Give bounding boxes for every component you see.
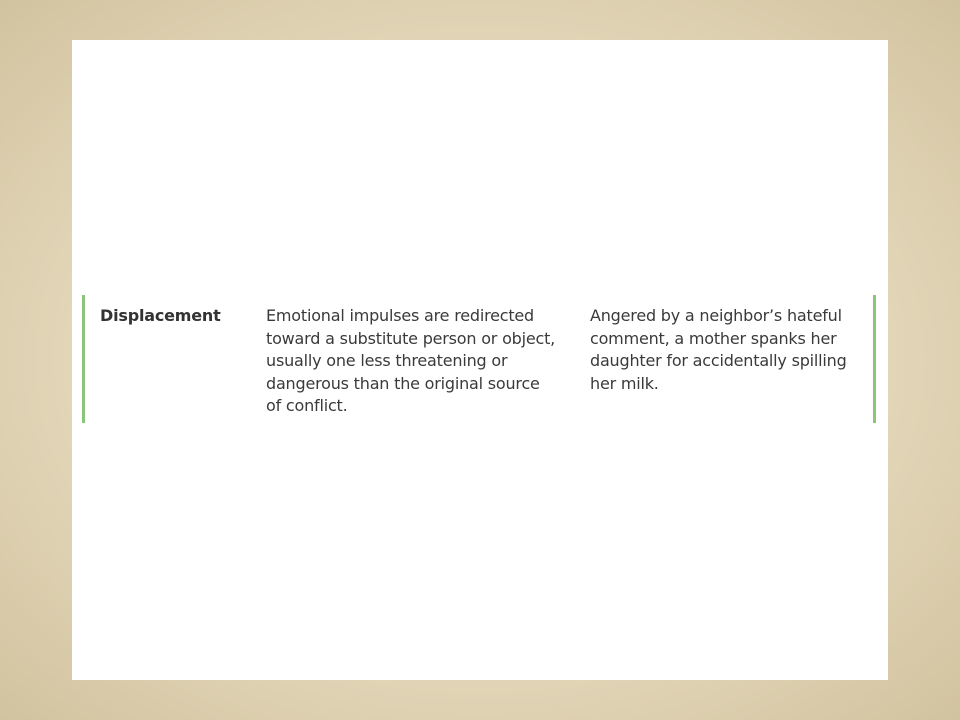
definition-line: dangerous than the original source bbox=[266, 373, 540, 393]
definition-line: usually one less threatening or bbox=[266, 351, 508, 370]
example-cell bbox=[590, 305, 870, 395]
right-green-rule bbox=[873, 295, 876, 423]
example-line: comment, a mother spanks her bbox=[590, 328, 837, 348]
example-line: her milk. bbox=[590, 373, 659, 393]
example-line: daughter for accidentally spilling bbox=[590, 351, 847, 370]
slide-canvas bbox=[72, 40, 888, 680]
definition-line: of conflict. bbox=[266, 396, 348, 415]
defense-mechanism-row bbox=[82, 295, 876, 425]
definition-cell bbox=[266, 305, 571, 418]
left-green-rule bbox=[82, 295, 85, 423]
term-text: Displacement bbox=[100, 306, 221, 325]
example-line: Angered by a neighbor’s hateful bbox=[590, 306, 842, 325]
term-cell bbox=[100, 305, 250, 328]
definition-line: Emotional impulses are redirected bbox=[266, 306, 535, 325]
definition-line: toward a substitute person or object, bbox=[266, 328, 556, 348]
